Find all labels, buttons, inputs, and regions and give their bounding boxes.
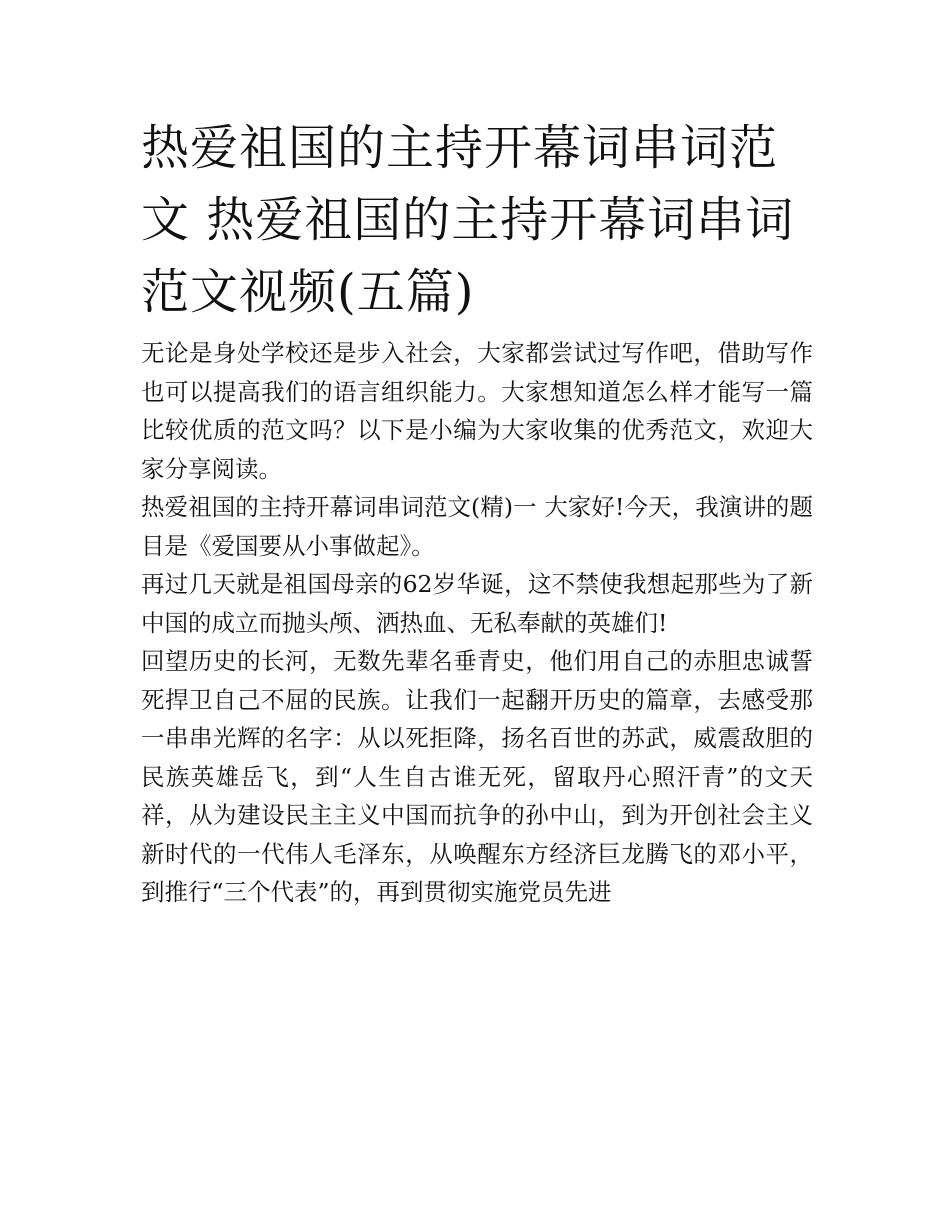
history-paragraph: 回望历史的长河，无数先辈名垂青史，他们用自己的赤胆忠诚誓死捍卫自己不屈的民族。让我们一起翻开历史的篇章，去感受那一串串光辉的名字：从以死拒降，扬名百世的苏武，威震敌胆的民族英雄岳飞，到“人生自古谁无死，留取丹心照汗青”的文天祥，从为建设民主主义中国而抗争的孙中山，到为开创社会主义新时代的一代伟人毛泽东，从唤醒东方经济巨龙腾飞的邓小平，到推行“三个代表”的，再到贯彻实施党员先进: [141, 647, 813, 906]
speech-opening-paragraph: 热爱祖国的主持开幕词串词范文(精)一 大家好!今天，我演讲的题目是《爱国要从小事做起》。: [141, 493, 813, 560]
document-title: 热爱祖国的主持开幕词串词范文 热爱祖国的主持开幕词串词范文视频(五篇): [141, 120, 795, 320]
anniversary-paragraph: 再过几天就是祖国母亲的62岁华诞，这不禁使我想起那些为了新中国的成立而抛头颅、洒热血、无私奉献的英雄们!: [141, 570, 813, 637]
intro-paragraph: 无论是身处学校还是步入社会，大家都尝试过写作吧，借助写作也可以提高我们的语言组织能力。大家想知道怎么样才能写一篇比较优质的范文吗？以下是小编为大家收集的优秀范文，欢迎大家分享阅读。: [141, 339, 813, 483]
document-body: [141, 112, 813, 912]
